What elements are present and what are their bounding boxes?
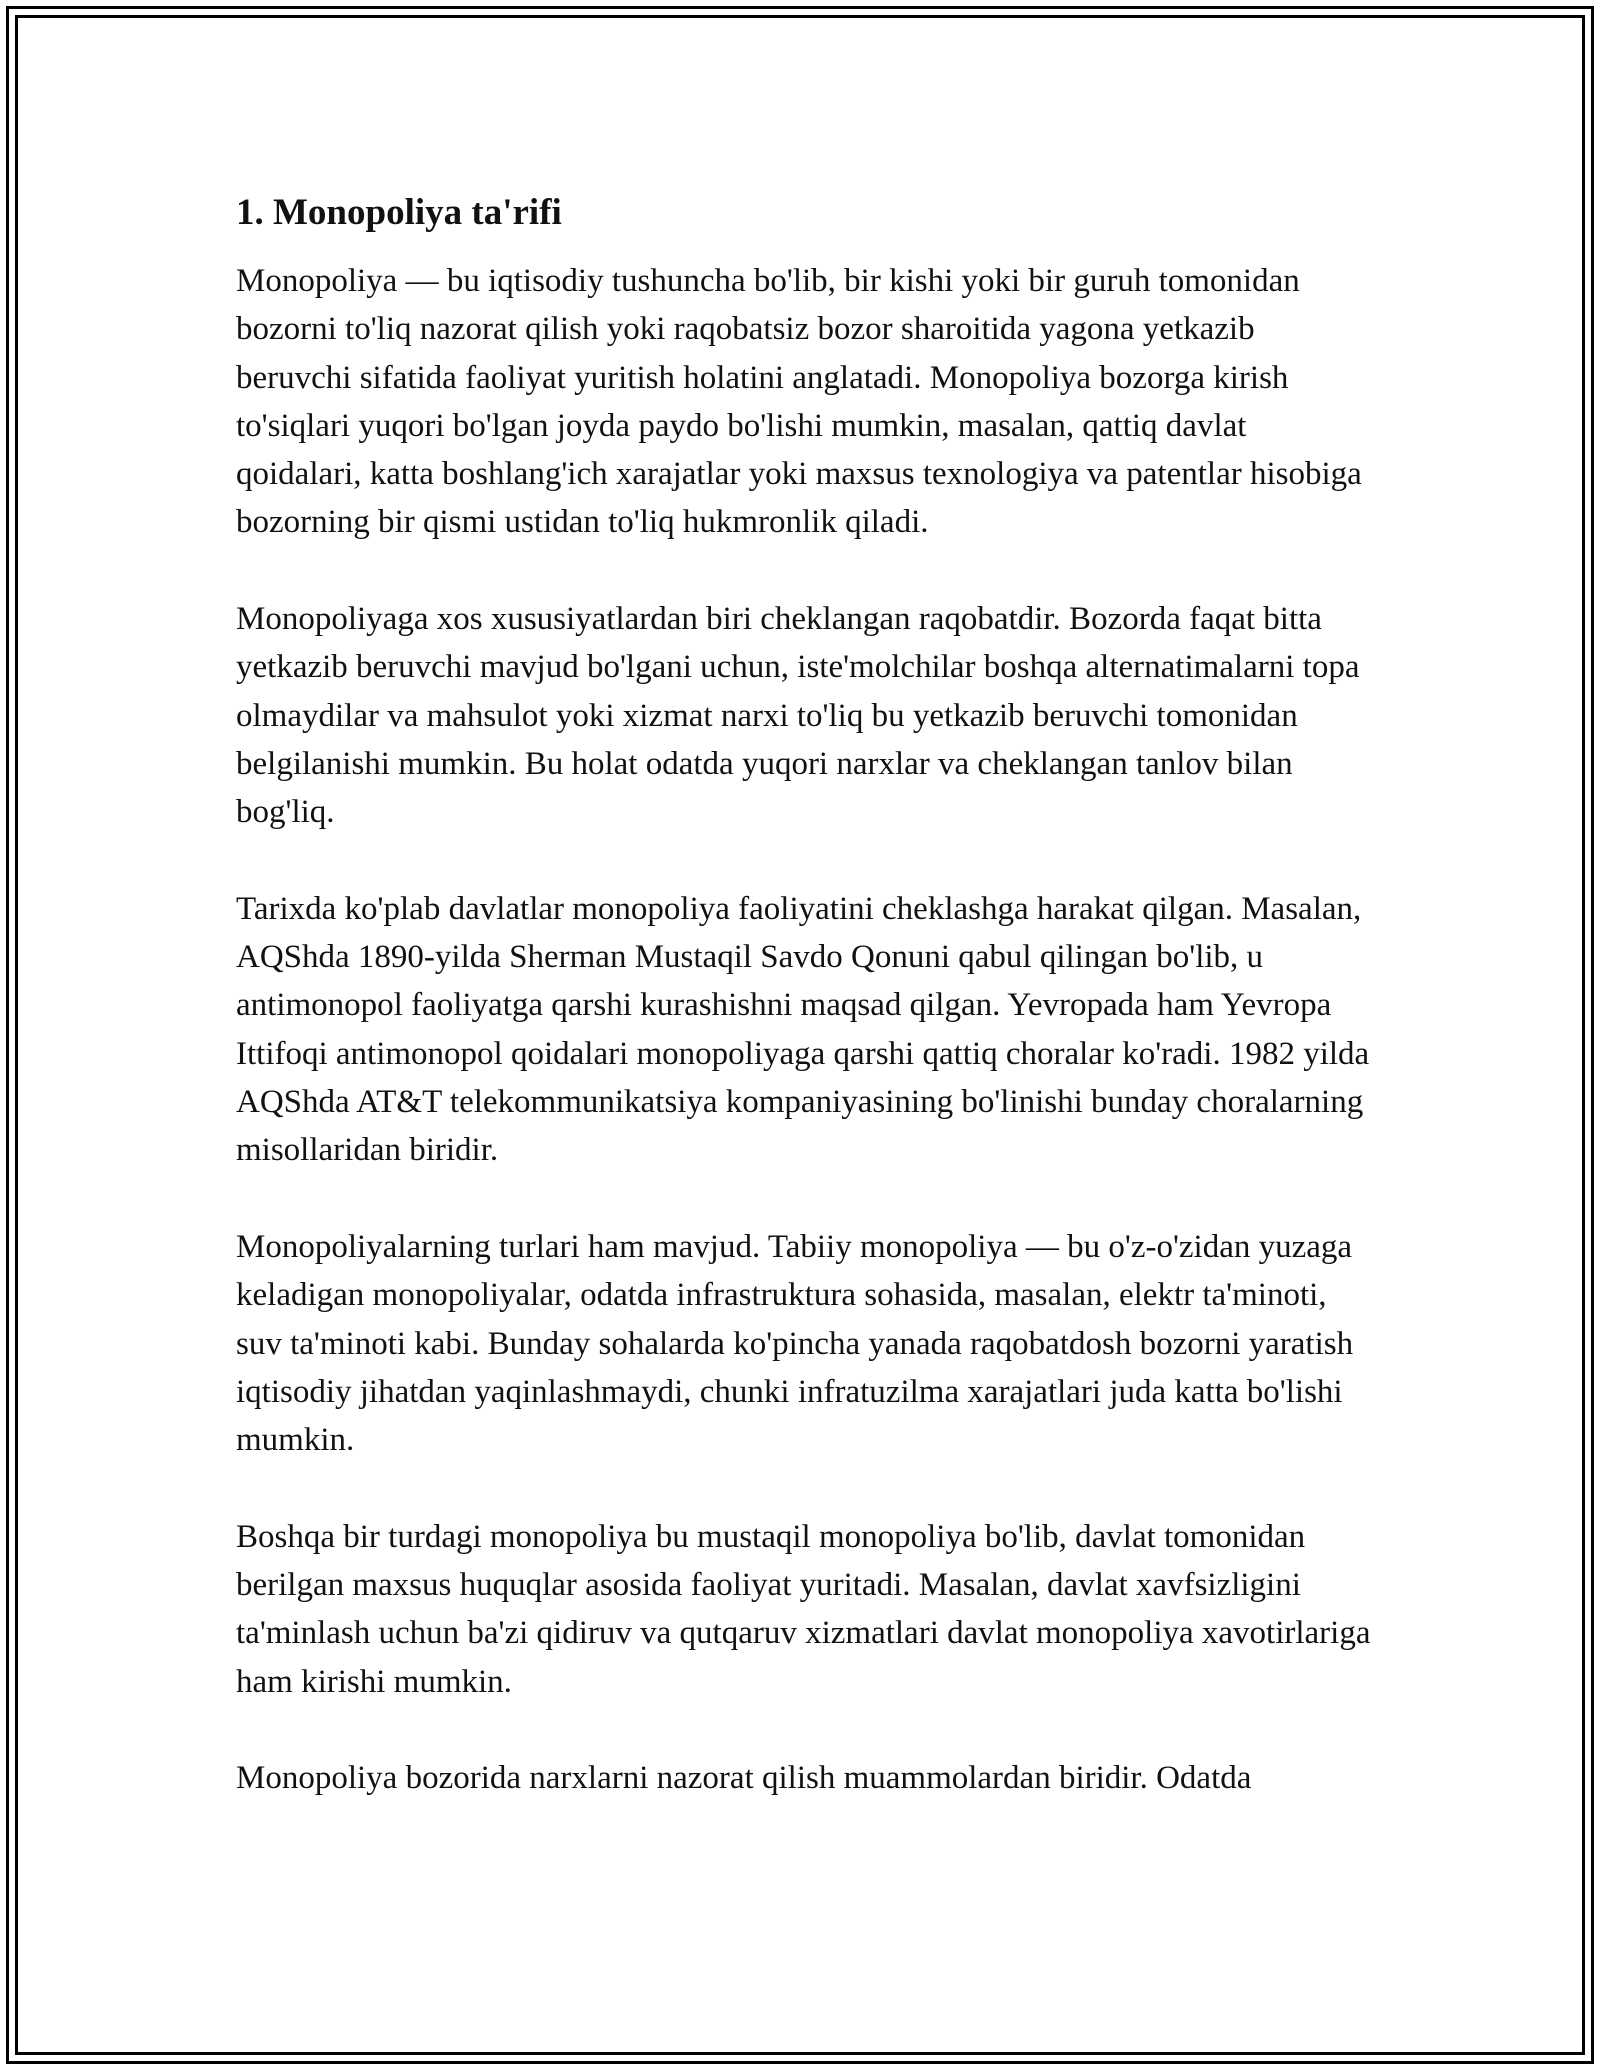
paragraph-definition: Monopoliya — bu iqtisodiy tushuncha bo'lib, bir kishi yoki bir guruh tomonidan bozorni to'liq nazorat qilish yoki raqobatsiz bozor sharoitida yagona yetkazib beruvchi sifatida faoliyat yuritish holatini anglatadi. Monopoliya bozorga kirish to'siqlari yuqori bo'lgan joyda paydo bo'lishi mumkin, masalan, qattiq davlat qoidalari, katta boshlang'ich xarajatlar yoki maxsus texnologiya va patentlar hisobiga bozorning bir qismi ustidan to'liq hukmronlik qiladi.	[236, 263, 1362, 541]
section-heading: 1. Monopoliya ta'rifi	[236, 192, 562, 233]
paragraph-state-monopoly: Boshqa bir turdagi monopoliya bu mustaqil monopoliya bo'lib, davlat tomonidan berilgan maxsus huquqlar asosida faoliyat yuritadi. Masalan, davlat xavfsizligini ta'minlash uchun ba'zi qidiruv va qutqaruv xizmatlari davlat monopoliya xavotirlariga ham kirishi mumkin.	[236, 1518, 1371, 1700]
paragraph-limited-competition: Monopoliyaga xos xususiyatlardan biri cheklangan raqobatdir. Bozorda faqat bitta yetkazib beruvchi mavjud bo'lgani uchun, iste'molchilar boshqa alternatimalarni topa olmaydilar va mahsulot yoki xizmat narxi to'liq bu yetkazib beruvchi tomonidan belgilanishi mumkin. Bu holat odatda yuqori narxlar va cheklangan tanlov bilan bog'liq.	[236, 601, 1360, 831]
paragraph-natural-monopoly: Monopoliyalarning turlari ham mavjud. Tabiiy monopoliya — bu o'z-o'zidan yuzaga keladigan monopoliyalar, odatda infrastruktura sohasida, masalan, elektr ta'minoti, suv ta'minoti kabi. Bunday sohalarda ko'pincha yanada raqobatdosh bozorni yaratish iqtisodiy jihatdan yaqinlashmaydi, chunki infratuzilma xarajatlari juda katta bo'lishi mumkin.	[236, 1228, 1354, 1459]
paragraph-history: Tarixda ko'plab davlatlar monopoliya faoliyatini cheklashga harakat qilgan. Masalan, AQShda 1890-yilda Sherman Mustaqil Savdo Qonuni qabul qilingan bo'lib, u antimonopol faoliyatga qarshi kurashishni maqsad qilgan. Yevropada ham Yevropa Ittifoqi antimonopol qoidalari monopoliyaga qarshi qattiq choralar ko'radi. 1982 yilda AQShda AT&T telekommunikatsiya kompaniyasining bo'linishi bunday choralarning misollaridan biridir.	[236, 890, 1370, 1169]
document-body	[236, 183, 1376, 1851]
paragraph-price-control: Monopoliya bozorida narxlarni nazorat qilish muammolardan biridir. Odatda	[236, 1760, 1252, 1797]
